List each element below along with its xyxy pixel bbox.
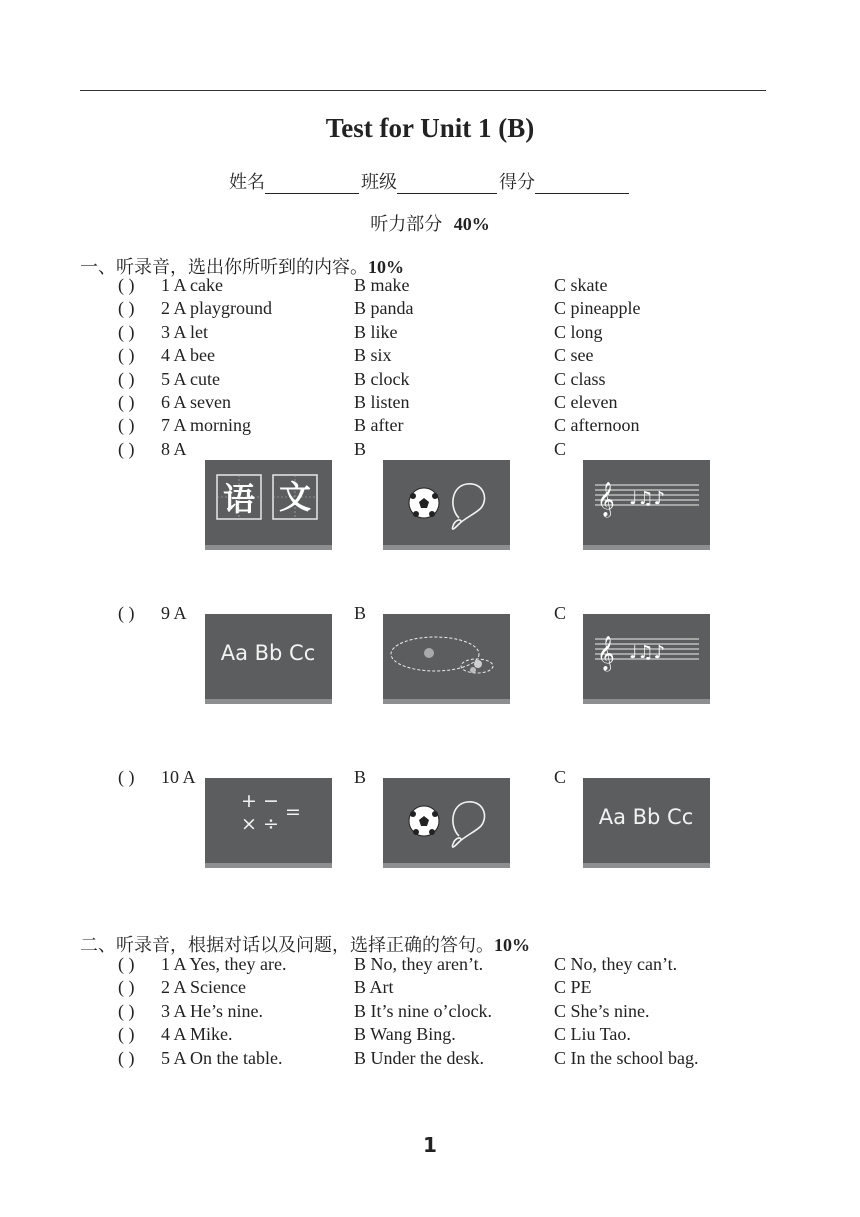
option-a-text: A On the table. [173, 1047, 283, 1068]
chinese-characters-picture [205, 460, 332, 550]
question-number: 4 [161, 1024, 170, 1045]
ball-and-rope-picture [383, 460, 510, 550]
question-number: 2 [161, 298, 170, 319]
question-number: 2 [161, 977, 170, 998]
name-blank[interactable] [265, 175, 359, 194]
question-number: 5 [161, 368, 170, 389]
option-b: B Under the desk. [354, 1047, 484, 1068]
plus-minus-symbols: + − [241, 790, 279, 812]
section1-heading-text: 一、听录音，选出你所听到的内容。 [80, 257, 368, 278]
option-c: C No, they can’t. [554, 954, 678, 974]
listening-part-heading [0, 210, 860, 236]
question-row [118, 1047, 758, 1070]
soccer-ball-icon [409, 488, 439, 518]
option-c-label: C [554, 603, 567, 623]
answer-paren[interactable]: ( ) [118, 368, 135, 389]
option-a-label: 8 A [161, 439, 187, 459]
option-a-text: A morning [173, 415, 252, 436]
option-a [161, 297, 272, 320]
section2-percent: 10% [494, 935, 530, 955]
option-c: C long [554, 321, 603, 342]
option-c: C see [554, 345, 594, 366]
section1-percent: 10% [368, 257, 404, 277]
page-number: 1 [423, 1133, 437, 1157]
question-number: 3 [161, 1000, 170, 1021]
question-row [118, 321, 758, 344]
option-a [161, 274, 223, 297]
question-row [118, 391, 758, 414]
alphabet-text: Aa Bb Cc [220, 641, 316, 665]
option-b: B Art [354, 977, 394, 998]
question-row [118, 1023, 758, 1046]
class-blank[interactable] [397, 175, 497, 194]
question-row [118, 297, 758, 320]
part-percent: 40% [453, 214, 490, 234]
alphabet-picture [205, 614, 332, 704]
question-8 [118, 438, 758, 461]
ball-and-rope-picture [383, 778, 510, 868]
answer-paren[interactable]: ( ) [118, 392, 135, 412]
option-c: C She’s nine. [554, 1000, 650, 1021]
answer-paren[interactable]: ( ) [118, 977, 135, 998]
answer-paren[interactable]: ( ) [118, 298, 135, 319]
question-row [118, 344, 758, 367]
question-number: 3 [161, 321, 170, 342]
option-a-text: A cake [173, 275, 223, 295]
music-notes-picture [583, 460, 710, 550]
option-b: B after [354, 415, 404, 436]
option-b: B six [354, 345, 392, 366]
question-row [118, 274, 758, 297]
option-a [161, 321, 208, 344]
equals-symbol: = [285, 801, 301, 823]
char-yu: 语 [222, 480, 256, 518]
option-b: B It’s nine o’clock. [354, 1000, 492, 1021]
treble-clef-icon: 𝄞 [597, 636, 615, 671]
option-b-label: B [354, 439, 367, 459]
orbit-icon [391, 637, 493, 673]
answer-paren[interactable]: ( ) [118, 603, 135, 623]
option-a [161, 1023, 233, 1046]
option-a-text: A Science [173, 977, 246, 998]
student-info-line [0, 168, 860, 194]
option-b: B like [354, 321, 398, 342]
option-a-label: 9 A [161, 603, 187, 623]
question-number: 4 [161, 345, 170, 366]
option-a-text: A let [173, 321, 209, 342]
music-notes-picture [583, 614, 710, 704]
name-label: 姓名 [229, 172, 265, 193]
score-blank[interactable] [535, 175, 629, 194]
option-b: B listen [354, 392, 410, 412]
music-notes-icon: ♩♫♪ [629, 488, 666, 509]
option-c: C Liu Tao. [554, 1024, 631, 1045]
jump-rope-icon [452, 484, 484, 529]
option-c: C In the school bag. [554, 1047, 699, 1068]
section2-heading-text: 二、听录音，根据对话以及问题，选择正确的答句。 [80, 935, 494, 956]
answer-paren[interactable]: ( ) [118, 1047, 135, 1068]
question-row [118, 1000, 758, 1023]
option-c: C eleven [554, 392, 618, 412]
option-c: C pineapple [554, 298, 641, 319]
option-a [161, 1000, 263, 1023]
answer-paren[interactable]: ( ) [118, 767, 135, 787]
option-c: C class [554, 368, 606, 389]
option-b-label: B [354, 767, 367, 787]
option-a-text: A Yes, they are. [173, 954, 287, 974]
option-a [161, 391, 231, 414]
question-number: 1 [161, 954, 170, 974]
option-a-text: A playground [173, 298, 273, 319]
question-row [118, 414, 758, 437]
option-a [161, 1047, 283, 1070]
option-c: C afternoon [554, 415, 640, 436]
planet-orbit-picture [383, 614, 510, 704]
question-number: 5 [161, 1047, 170, 1068]
option-a-text: A He’s nine. [173, 1000, 264, 1021]
answer-paren[interactable]: ( ) [118, 321, 135, 342]
option-a-text: A Mike. [173, 1024, 233, 1045]
option-c-label: C [554, 439, 567, 459]
option-a [161, 976, 246, 999]
option-a-text: A seven [173, 392, 232, 412]
option-b-label: B [354, 603, 367, 623]
alphabet-text: Aa Bb Cc [598, 805, 694, 829]
question-row [118, 976, 758, 999]
option-c: C skate [554, 275, 608, 295]
option-b: B No, they aren’t. [354, 954, 484, 974]
alphabet-picture [583, 778, 710, 868]
answer-paren[interactable]: ( ) [118, 954, 135, 974]
soccer-ball-icon [409, 806, 439, 836]
answer-paren[interactable]: ( ) [118, 345, 135, 366]
option-b: B Wang Bing. [354, 1024, 456, 1045]
jump-rope-icon [452, 802, 484, 847]
option-a [161, 953, 287, 976]
part-label: 听力部分 [370, 214, 443, 235]
math-symbols-picture [205, 778, 332, 868]
class-label: 班级 [361, 172, 397, 193]
treble-clef-icon: 𝄞 [597, 482, 615, 517]
option-b: B panda [354, 298, 414, 319]
question-number: 6 [161, 392, 170, 412]
question-row [118, 368, 758, 391]
option-b: B make [354, 275, 410, 295]
option-a [161, 368, 220, 391]
option-a [161, 344, 215, 367]
option-a [161, 414, 251, 437]
answer-paren[interactable]: ( ) [118, 275, 135, 295]
answer-paren[interactable]: ( ) [118, 439, 135, 459]
option-b: B clock [354, 368, 410, 389]
option-a-text: A cute [173, 368, 221, 389]
question-row [118, 953, 758, 976]
answer-paren[interactable]: ( ) [118, 1000, 135, 1021]
score-label: 得分 [499, 172, 535, 193]
option-c-label: C [554, 767, 567, 787]
music-notes-icon: ♩♫♪ [629, 642, 666, 663]
answer-paren[interactable]: ( ) [118, 415, 135, 436]
char-wen: 文 [278, 478, 312, 516]
question-number: 7 [161, 415, 170, 436]
page-title: Test for Unit 1 (B) [325, 113, 535, 143]
top-rule [80, 90, 766, 91]
option-a-text: A bee [173, 345, 215, 366]
option-c: C PE [554, 977, 592, 998]
option-a-label: 10 A [161, 767, 196, 787]
times-divide-symbols: × ÷ [241, 813, 279, 835]
question-number: 1 [161, 275, 170, 295]
answer-paren[interactable]: ( ) [118, 1024, 135, 1045]
